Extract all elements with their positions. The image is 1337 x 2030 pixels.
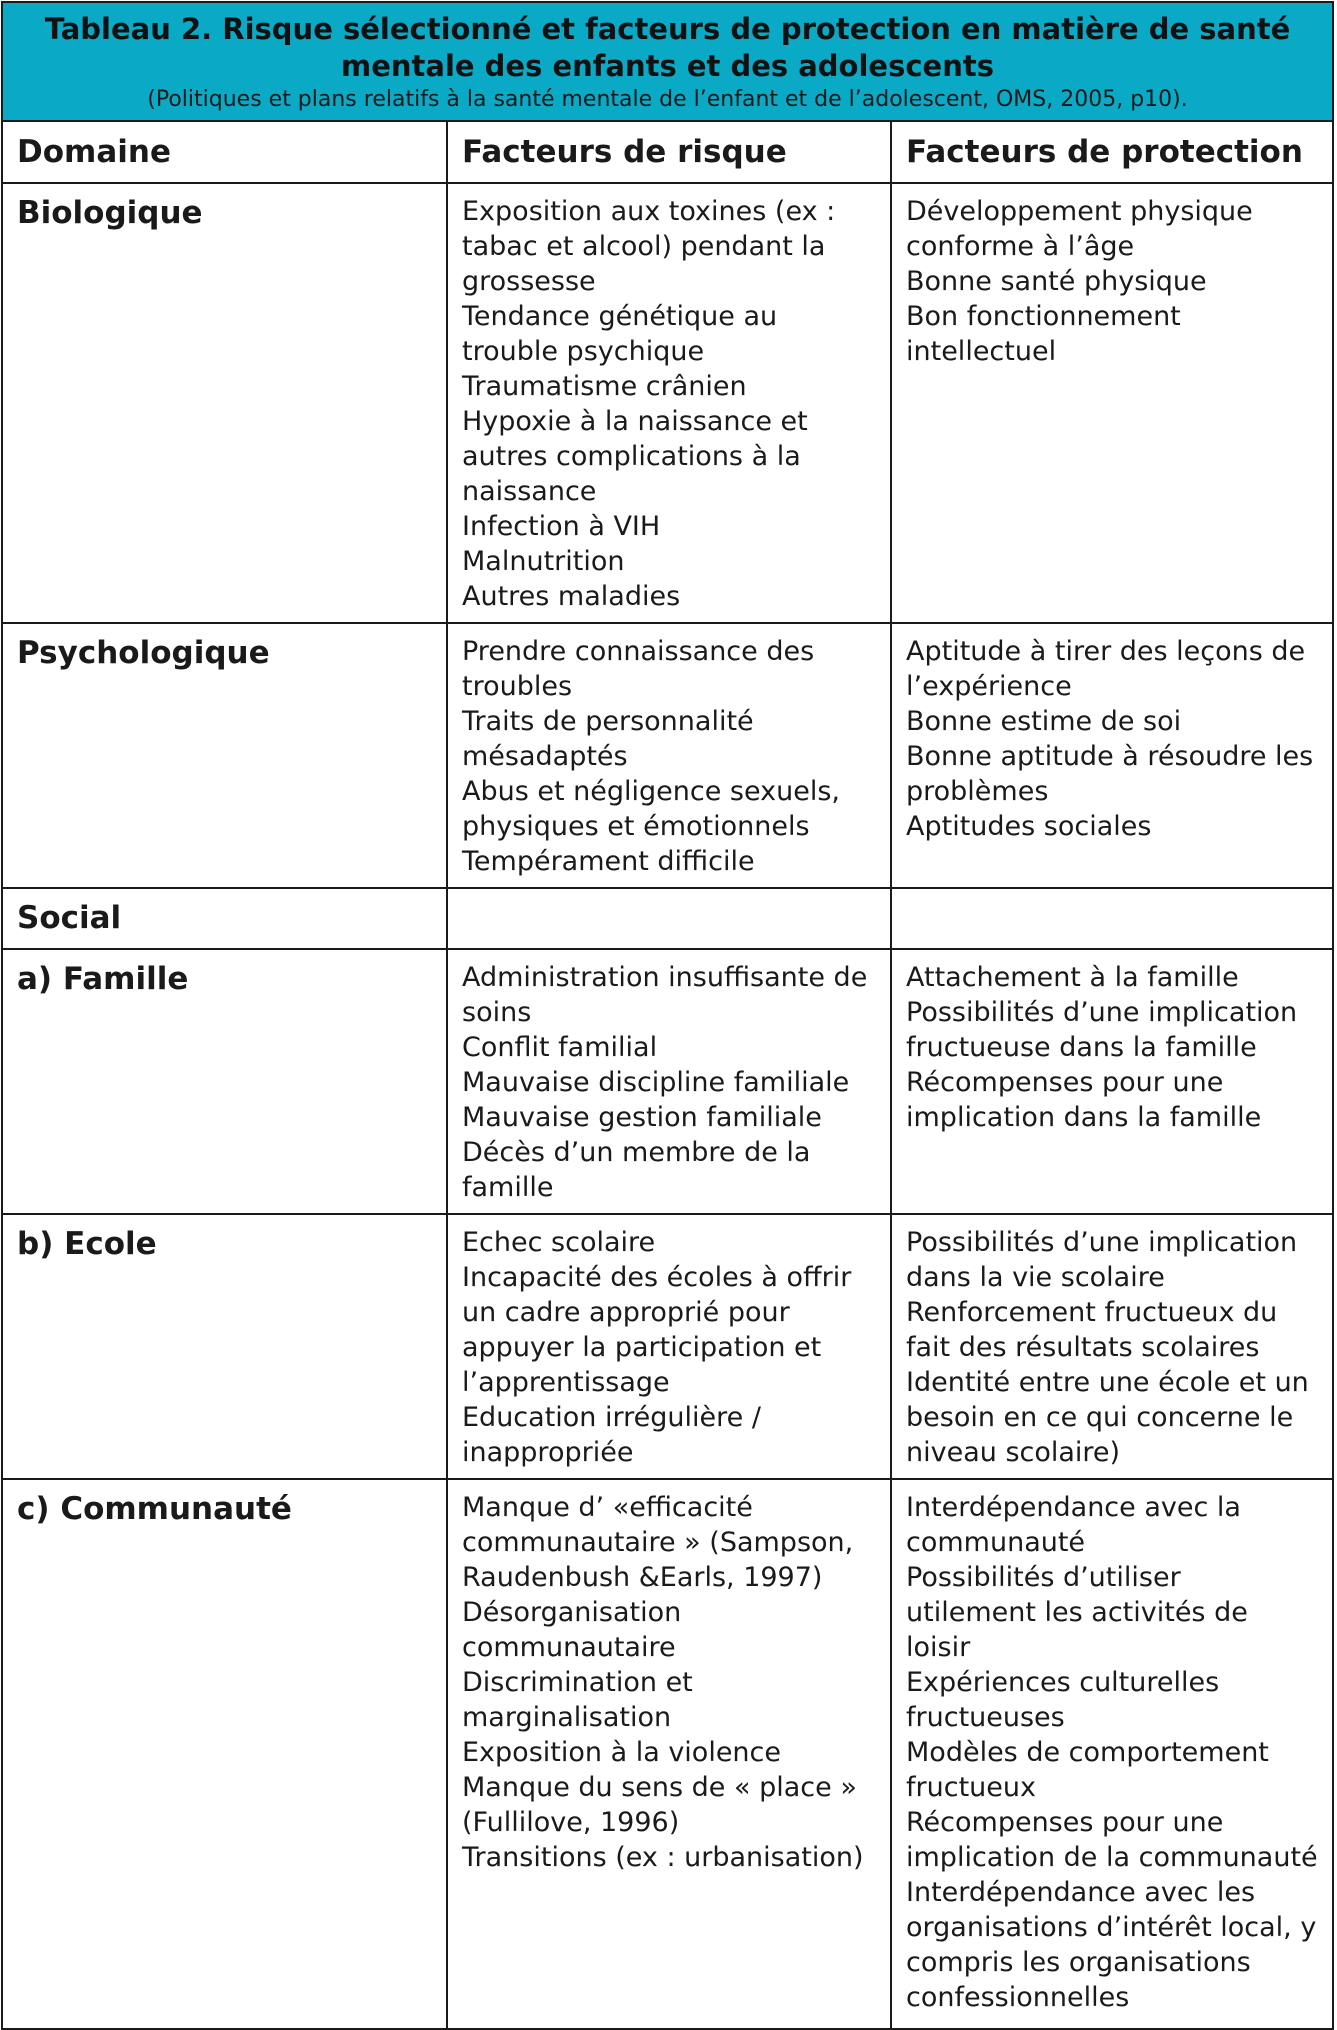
factor-item: Interdépendance avec la communauté (906, 1492, 1241, 1558)
factor-item: Exposition à la violence (462, 1737, 782, 1768)
factor-item: Administration insuffisante de soins (462, 962, 868, 1028)
protection-factors-cell (891, 1479, 1332, 2028)
protection-factors-cell (891, 888, 1332, 949)
factor-item: Bonne aptitude à résoudre les problèmes (906, 741, 1314, 807)
factor-item: Mauvaise gestion familiale (462, 1102, 822, 1133)
header-risk-factors: Facteurs de risque (447, 122, 891, 183)
table-caption (3, 3, 1332, 122)
protection-factors-cell (891, 183, 1332, 623)
factor-item: Attachement à la famille (906, 962, 1239, 993)
table-body (3, 122, 1332, 2028)
factor-item: Aptitude à tirer des leçons de l’expérience (906, 636, 1306, 702)
factor-item: Possibilités d’une implication fructueuse dans la famille (906, 997, 1298, 1063)
risk-factors-cell (447, 888, 891, 949)
table-row (3, 1214, 1332, 1479)
factor-item: Modèles de comportement fructueux (906, 1737, 1269, 1803)
table-row (3, 888, 1332, 949)
domain-cell: Social (3, 888, 447, 949)
factor-item: Incapacité des écoles à offrir un cadre approprié pour appuyer la participation et l’apprentissage (462, 1262, 852, 1398)
factor-item: Bonne santé physique (906, 266, 1207, 297)
header-protection-factors: Facteurs de protection (891, 122, 1332, 183)
factor-item: Tendance génétique au trouble psychique (462, 301, 778, 367)
factor-item: Récompenses pour une implication dans la famille (906, 1067, 1262, 1133)
protection-factors-cell (891, 623, 1332, 888)
risk-factors-cell (447, 949, 891, 1214)
factor-item: Identité entre une école et un besoin en ce qui concerne le niveau scolaire) (906, 1367, 1309, 1468)
table-row (3, 183, 1332, 623)
factor-item: Tempérament difficile (462, 846, 755, 877)
protection-factors-cell (891, 949, 1332, 1214)
factor-item: Malnutrition (462, 546, 625, 577)
domain-cell: a) Famille (3, 949, 447, 1214)
factor-item: Exposition aux toxines (ex : tabac et alcool) pendant la grossesse (462, 196, 836, 297)
risk-factors-cell (447, 623, 891, 888)
domain-cell: Psychologique (3, 623, 447, 888)
domain-cell: c) Communauté (3, 1479, 447, 2028)
factor-item: Désorganisation communautaire (462, 1597, 682, 1663)
table-row (3, 1479, 1332, 2028)
header-domain: Domaine (3, 122, 447, 183)
domain-cell: Biologique (3, 183, 447, 623)
factor-item: Prendre connaissance des troubles (462, 636, 815, 702)
factor-item: Récompenses pour une implication de la communauté (906, 1807, 1318, 1873)
factor-item: Décès d’un membre de la famille (462, 1137, 811, 1203)
factor-item: Infection à VIH (462, 511, 661, 542)
factor-item: Echec scolaire (462, 1227, 656, 1258)
factor-item: Discrimination et marginalisation (462, 1667, 693, 1733)
risk-factors-cell (447, 183, 891, 623)
factor-item: Aptitudes sociales (906, 811, 1152, 842)
factor-item: Expériences culturelles fructueuses (906, 1667, 1220, 1733)
domain-cell: b) Ecole (3, 1214, 447, 1479)
factor-item: Possibilités d’une implication dans la vie scolaire (906, 1227, 1298, 1293)
factor-item: Possibilités d’utiliser utilement les activités de loisir (906, 1562, 1248, 1663)
factor-item: Interdépendance avec les organisations d’intérêt local, y compris les organisations confessionnelles (906, 1877, 1317, 2013)
factor-item: Traits de personnalité mésadaptés (462, 706, 754, 772)
table-row (3, 623, 1332, 888)
factor-item: Manque d’ «efficacité communautaire » (Sampson, Raudenbush &Earls, 1997) (462, 1492, 854, 1593)
factor-item: Autres maladies (462, 581, 681, 612)
factor-item: Traumatisme crânien (462, 371, 747, 402)
risk-protection-table (1, 1, 1334, 2030)
factor-item: Education irrégulière / inappropriée (462, 1402, 761, 1468)
factor-item: Conflit familial (462, 1032, 658, 1063)
factor-item: Bonne estime de soi (906, 706, 1182, 737)
factor-item: Développement physique conforme à l’âge (906, 196, 1253, 262)
factor-item: Bon fonctionnement intellectuel (906, 301, 1181, 367)
factor-item: Mauvaise discipline familiale (462, 1067, 850, 1098)
header-row (3, 122, 1332, 183)
protection-factors-cell (891, 1214, 1332, 1479)
table-row (3, 949, 1332, 1214)
factor-item: Manque du sens de « place » (Fullilove, 1996) (462, 1772, 857, 1838)
table-title: Tableau 2. Risque sélectionné et facteurs de protection en matière de santé mentale des enfants et des adolescents (44, 12, 1291, 83)
table-source: (Politiques et plans relatifs à la santé mentale de l’enfant et de l’adolescent, OMS, 2005, p10). (147, 87, 1188, 112)
factor-item: Renforcement fructueux du fait des résultats scolaires (906, 1297, 1278, 1363)
risk-factors-cell (447, 1479, 891, 2028)
factor-item: Abus et négligence sexuels, physiques et émotionnels (462, 776, 840, 842)
factor-item: Hypoxie à la naissance et autres complications à la naissance (462, 406, 808, 507)
risk-factors-cell (447, 1214, 891, 1479)
factor-item: Transitions (ex : urbanisation) (462, 1842, 864, 1873)
